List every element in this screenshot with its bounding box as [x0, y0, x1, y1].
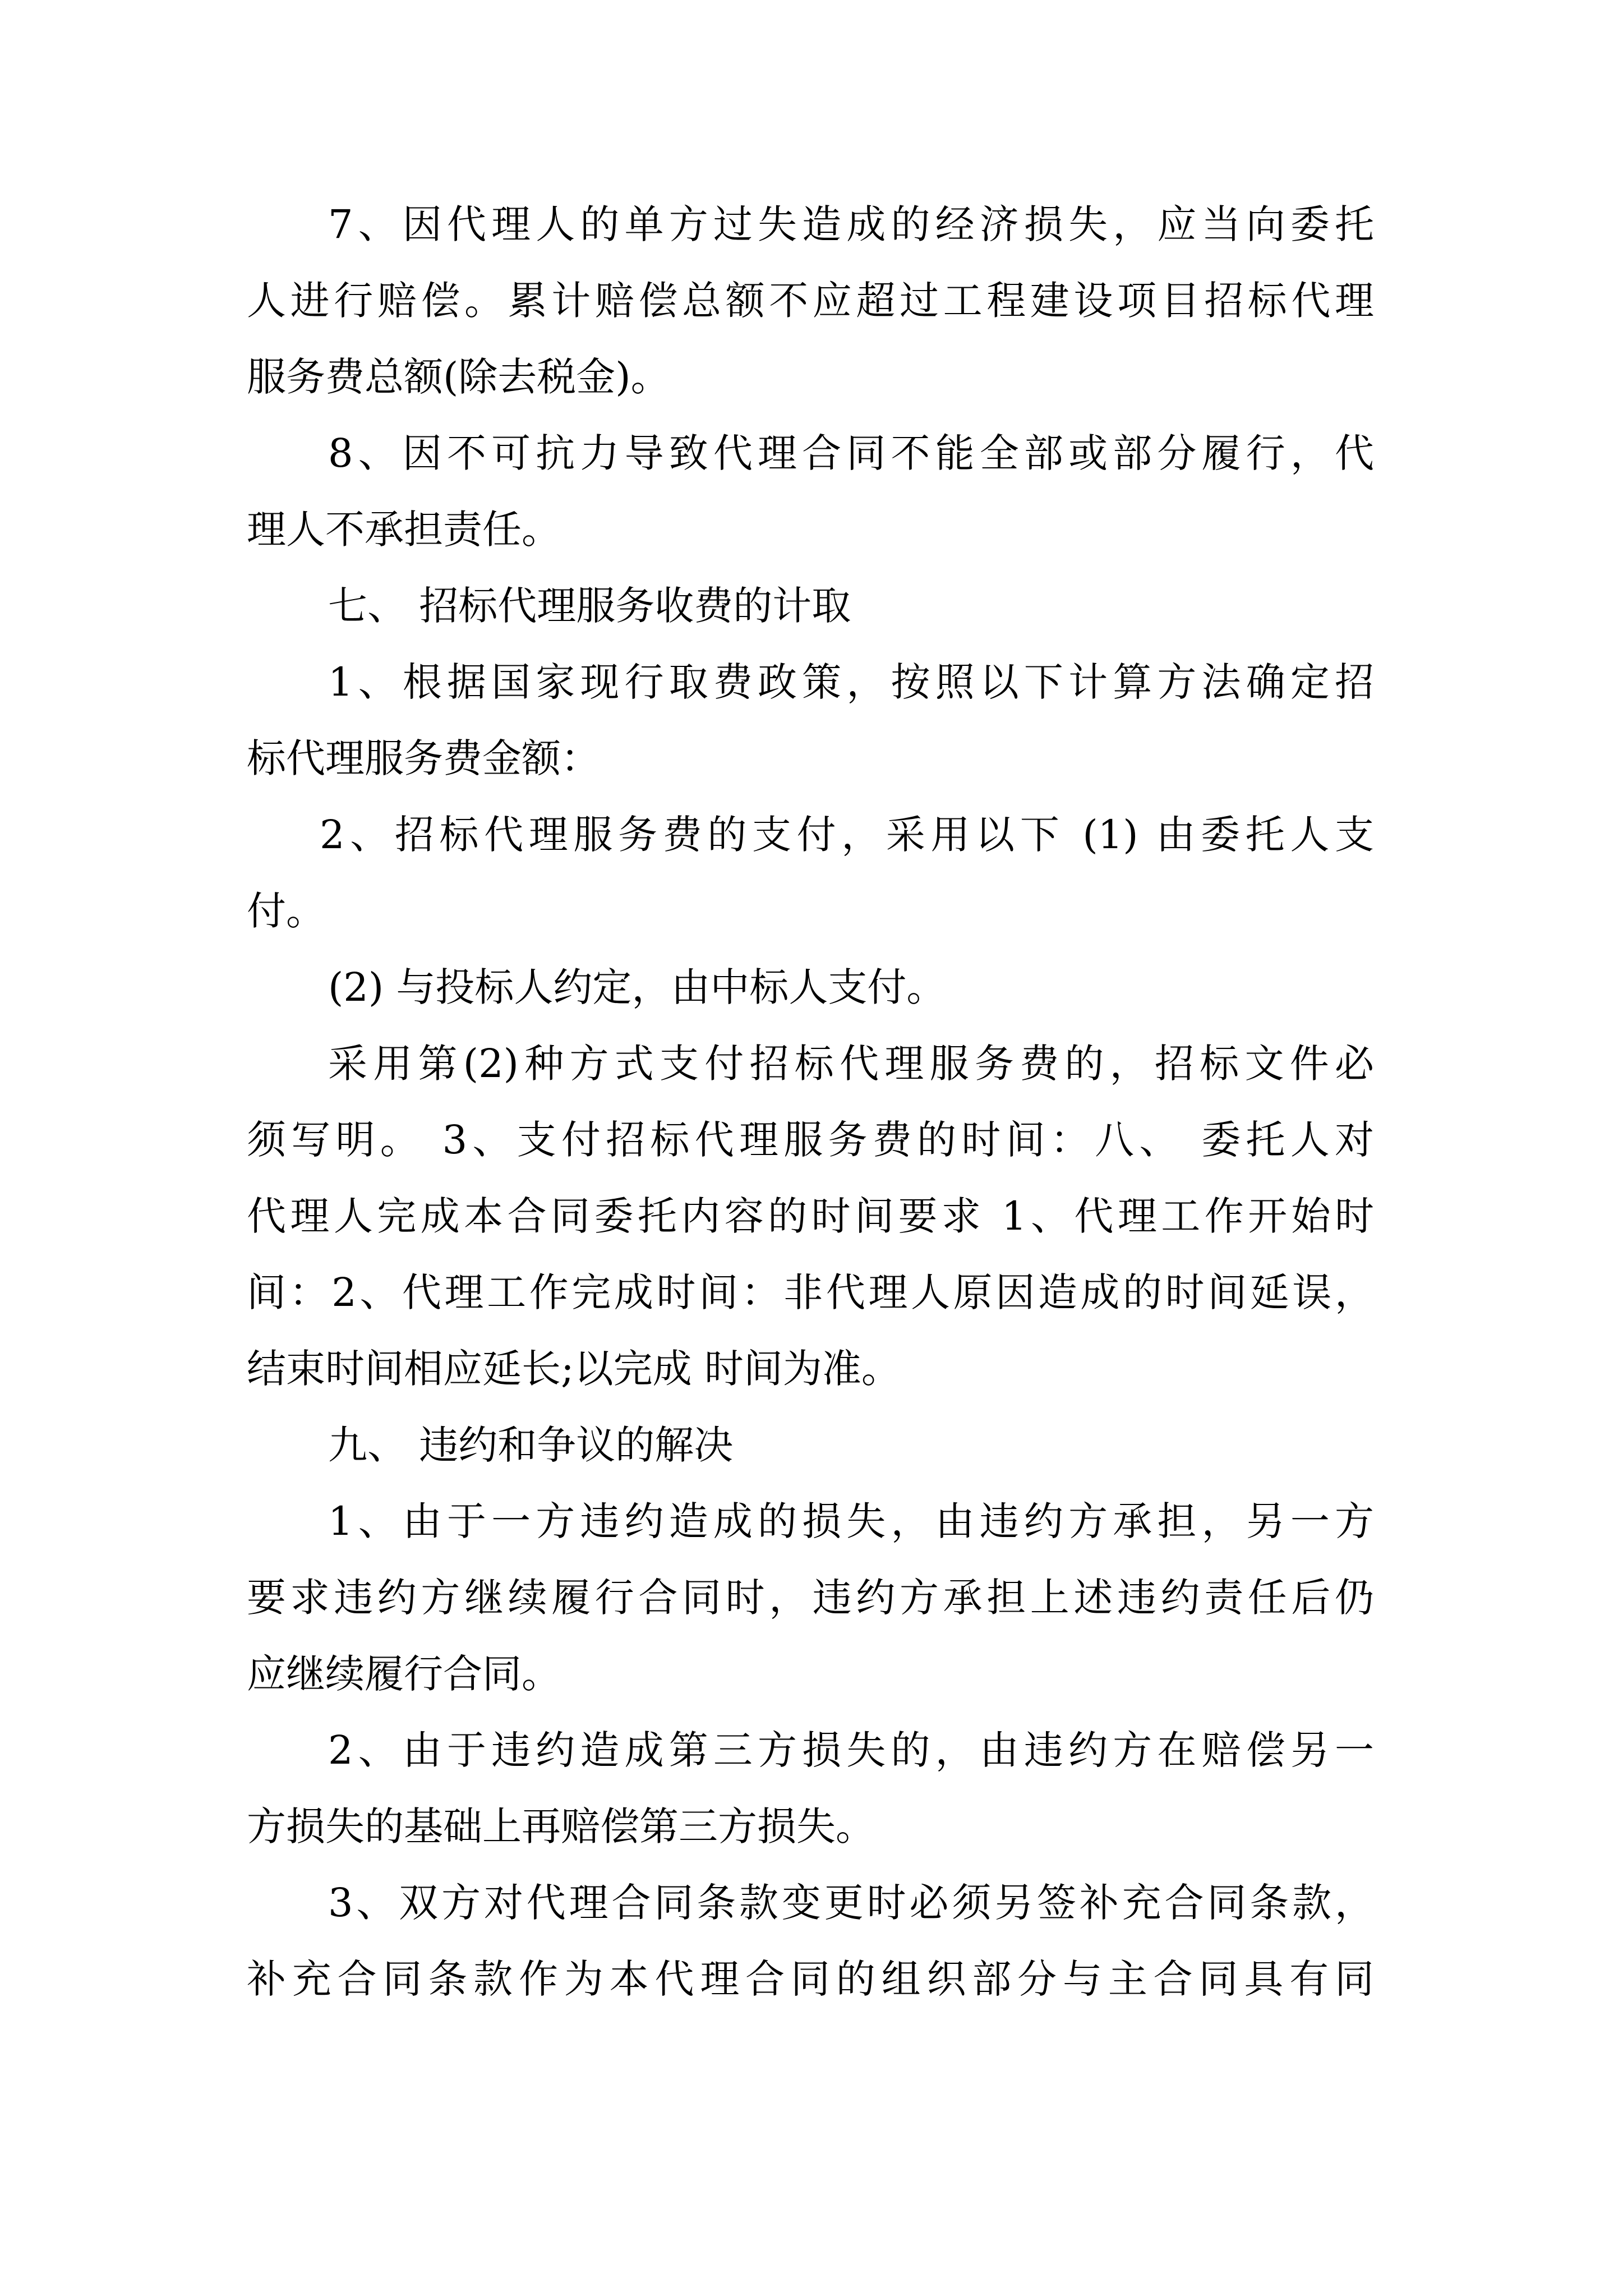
paragraph-line: 须写明。 3、支付招标代理服务费的时间：八、 委托人对	[247, 1117, 1374, 1163]
paragraph-line: 7、因代理人的单方过失造成的经济损失，应当向委托	[328, 201, 1374, 247]
section-heading: 七、 招标代理服务收费的计取	[328, 583, 851, 629]
paragraph-line: 3、双方对代理合同条款变更时必须另签补充合同条款，	[328, 1880, 1374, 1926]
paragraph-line: 应继续履行合同。	[247, 1651, 561, 1697]
paragraph-line: 8、因不可抗力导致代理合同不能全部或部分履行，代	[328, 430, 1374, 476]
section-heading: 九、 违约和争议的解决	[328, 1422, 734, 1468]
paragraph-line: 服务费总额(除去税金)。	[247, 354, 670, 400]
paragraph-line: 代理人完成本合同委托内容的时间要求 1、代理工作开始时	[247, 1193, 1374, 1239]
paragraph-line: 2、招标代理服务费的支付，采用以下 (1) 由委托人支	[320, 812, 1374, 858]
paragraph-line: 理人不承担责任。	[247, 507, 561, 553]
paragraph-line: 人进行赔偿。累计赔偿总额不应超过工程建设项目招标代理	[247, 278, 1374, 324]
paragraph-line: (2) 与投标人约定，由中标人支付。	[328, 964, 946, 1010]
paragraph-line: 付。	[247, 888, 325, 934]
paragraph-line: 要求违约方继续履行合同时，违约方承担上述违约责任后仍	[247, 1575, 1374, 1621]
paragraph-line: 方损失的基础上再赔偿第三方损失。	[247, 1803, 875, 1849]
paragraph-line: 结束时间相应延长;以完成 时间为准。	[247, 1346, 901, 1392]
paragraph-line: 2、由于违约造成第三方损失的，由违约方在赔偿另一	[328, 1727, 1374, 1773]
paragraph-line: 1、根据国家现行取费政策，按照以下计算方法确定招	[328, 659, 1374, 705]
paragraph-line: 1、由于一方违约造成的损失，由违约方承担，另一方	[328, 1498, 1374, 1544]
paragraph-line: 采用第(2)种方式支付招标代理服务费的，招标文件必	[328, 1041, 1374, 1087]
paragraph-line: 标代理服务费金额：	[247, 735, 600, 781]
paragraph-line: 间：2、代理工作完成时间：非代理人原因造成的时间延误，	[247, 1269, 1374, 1315]
paragraph-line: 补充合同条款作为本代理合同的组织部分与主合同具有同	[247, 1956, 1374, 2002]
